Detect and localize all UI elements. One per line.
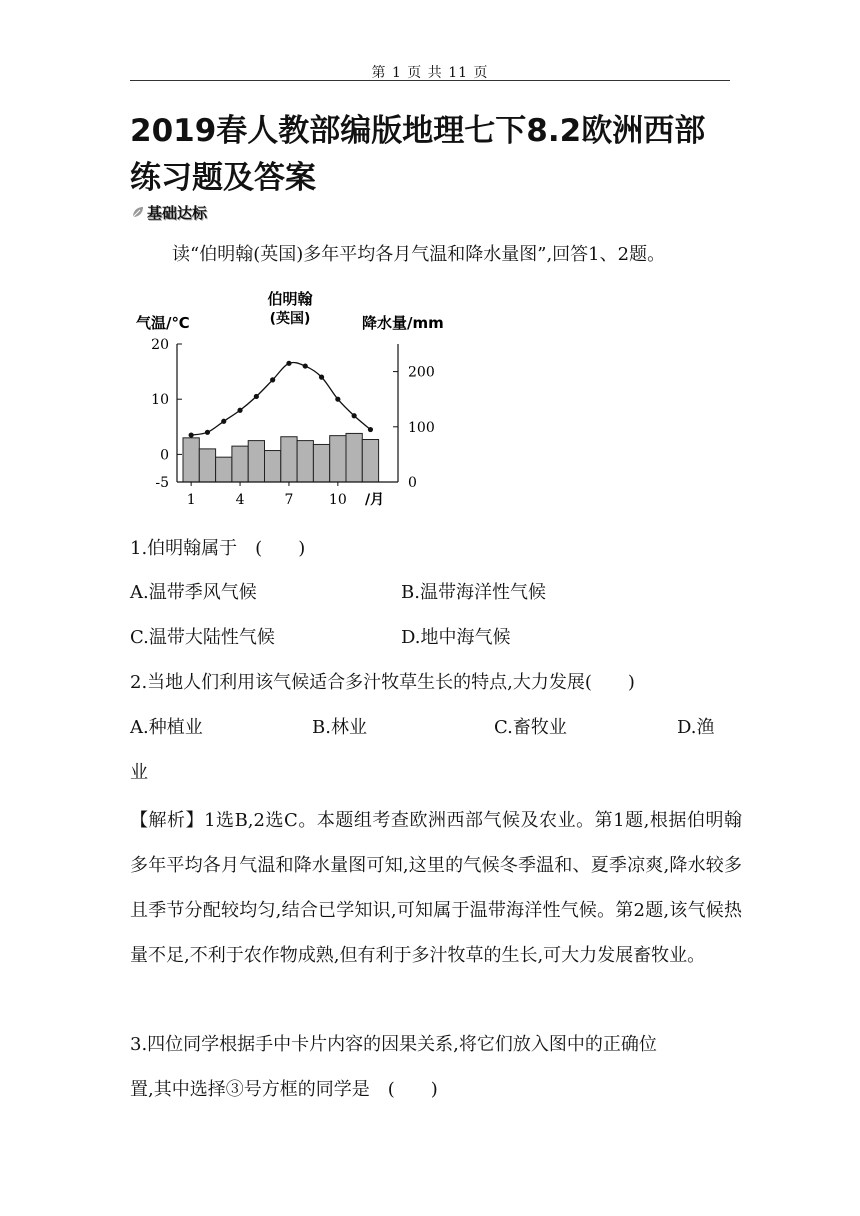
question-1-stem: 1.伯明翰属于 ( ) — [130, 538, 306, 559]
temperature-point — [221, 419, 226, 424]
temperature-point — [189, 432, 194, 437]
title-line-1: 2019春人教部编版地理七下8.2欧洲西部 — [130, 113, 706, 149]
temperature-point — [205, 430, 210, 435]
left-tick-label: 20 — [151, 337, 169, 353]
precipitation-bar — [232, 446, 248, 482]
x-tick-label: 4 — [235, 492, 245, 508]
leaf-icon — [131, 205, 145, 219]
header-divider — [130, 80, 730, 81]
right-tick-label: 100 — [408, 419, 435, 436]
temperature-point — [368, 427, 373, 432]
q1-option-b[interactable]: B.温带海洋性气候 — [401, 582, 546, 603]
temperature-point — [237, 408, 242, 413]
answer-analysis: 【解析】1选B,2选C。本题组考查欧洲西部气候及农业。第1题,根据伯明翰多年平均各月气温和降水量图可知,这里的气候冬季温和、夏季凉爽,降水较多且季节分配较均匀,结合已学知识,可知属于温带海洋性气候。第2题,该气候热量不足,不利于农作物成熟,但有利于多汁牧草的生长,可大力发展畜牧业。 — [130, 810, 742, 966]
temperature-point — [286, 361, 291, 366]
intro-text: 读“伯明翰(英国)多年平均各月气温和降水量图”,回答1、2题。 — [172, 244, 666, 265]
precipitation-bar — [265, 451, 281, 482]
x-unit-label: /月 — [365, 492, 385, 508]
left-axis-label: 气温/℃ — [136, 314, 190, 332]
section-badge — [131, 201, 207, 223]
x-tick-label: 7 — [284, 492, 294, 508]
left-tick-label: 0 — [160, 447, 169, 464]
precipitation-bar — [281, 437, 297, 482]
precipitation-bar — [346, 433, 362, 482]
question-3-line-2: 置,其中选择③号方框的同学是 ( ) — [130, 1079, 438, 1100]
section-badge-label: 基础达标 — [147, 203, 208, 222]
q1-option-a[interactable]: A.温带季风气候 — [130, 582, 257, 603]
q2-option-d-wrap[interactable]: 业 — [130, 762, 148, 783]
x-tick-label: 10 — [328, 492, 347, 508]
q1-option-d[interactable]: D.地中海气候 — [401, 627, 511, 648]
temperature-point — [319, 375, 324, 380]
temperature-point — [335, 397, 340, 402]
temperature-point — [303, 363, 308, 368]
left-tick-label: -5 — [155, 475, 169, 491]
left-tick-label: 10 — [151, 392, 169, 409]
right-axis-label: 降水量/mm — [362, 314, 444, 332]
title-line-2: 练习题及答案 — [130, 160, 316, 196]
q2-option-c[interactable]: C.畜牧业 — [494, 717, 567, 738]
temperature-point — [352, 413, 357, 418]
q1-option-c[interactable]: C.温带大陆性气候 — [130, 627, 275, 648]
precipitation-bar — [216, 457, 232, 482]
precipitation-bar — [199, 449, 215, 482]
climate-chart — [130, 282, 470, 514]
q2-option-b[interactable]: B.林业 — [312, 717, 367, 738]
q2-option-d[interactable]: D.渔 — [677, 717, 715, 738]
document-title — [130, 108, 740, 202]
precipitation-bar — [248, 441, 264, 482]
precipitation-bar — [330, 436, 346, 482]
question-2-stem: 2.当地人们利用该气候适合多汁牧草生长的特点,大力发展( ) — [130, 672, 635, 693]
x-tick-label: 1 — [186, 492, 196, 508]
temperature-point — [270, 377, 275, 382]
precipitation-bar — [362, 439, 378, 482]
right-tick-label: 0 — [408, 475, 417, 491]
question-3-line-1: 3.四位同学根据手中卡片内容的因果关系,将它们放入图中的正确位 — [130, 1034, 657, 1055]
precipitation-bar — [297, 441, 313, 482]
chart-subtitle: (英国) — [269, 311, 311, 327]
chart-title: 伯明翰 — [267, 290, 313, 308]
page-indicator: 第 1 页 共 11 页 — [371, 65, 489, 81]
right-tick-label: 200 — [408, 364, 435, 381]
precipitation-bar — [313, 444, 329, 482]
temperature-point — [254, 394, 259, 399]
q2-option-a[interactable]: A.种植业 — [130, 717, 203, 738]
temperature-line — [191, 362, 370, 435]
precipitation-bar — [183, 438, 199, 482]
